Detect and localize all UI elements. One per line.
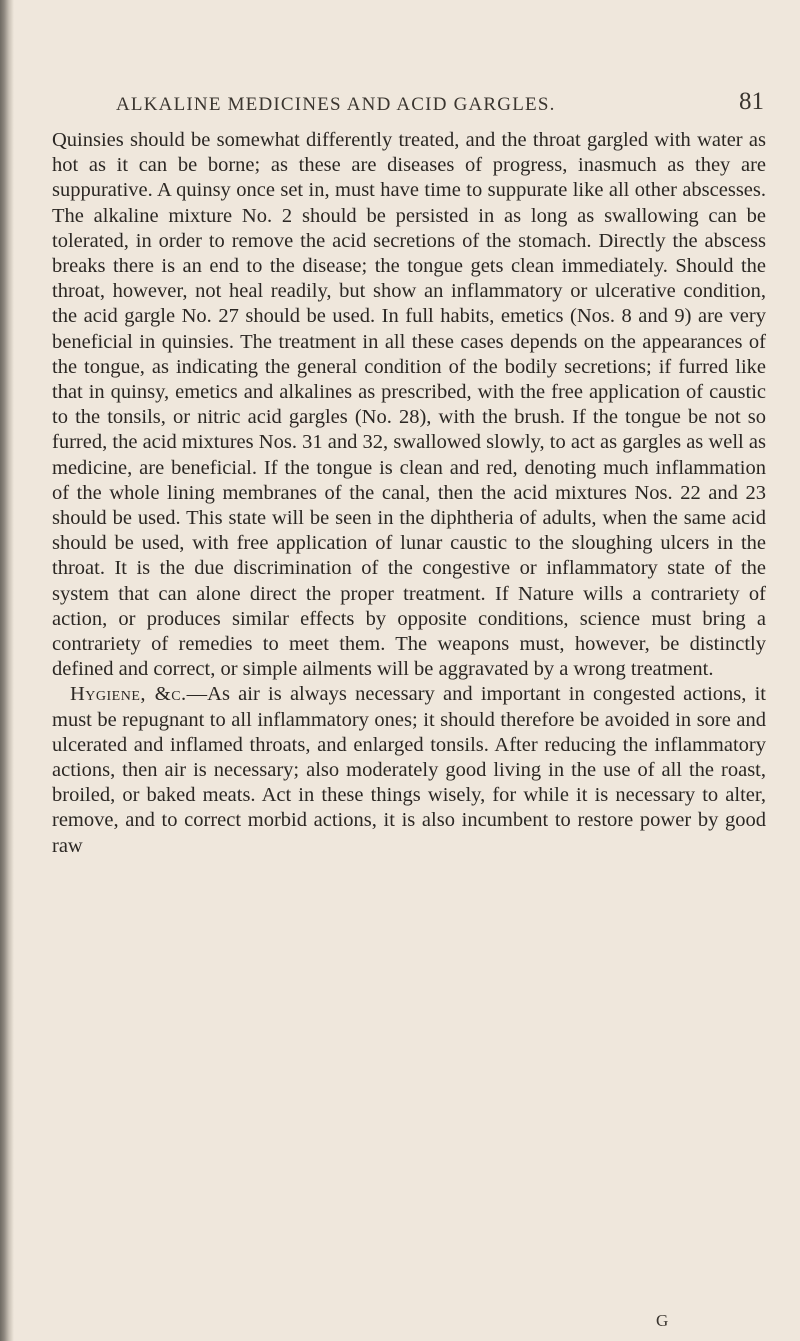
paragraph-text: —As air is always necessary and important in congested actions, it must be repugnant to all inflammatory ones; it should therefore be avoided in sore and ulcerated and inflamed throats, and enlarged tonsils. After reducing the inflammatory actions, then air is necessary; also moderately good living in the use of all the roast, broiled, or baked meats. Act in these things wisely, for while it is necessary to alter, remove, and to correct morbid actions, it is also incumbent to restore power by good raw — [52, 683, 766, 857]
page-number: 81 — [739, 88, 764, 115]
running-head — [52, 88, 766, 128]
binding-edge — [0, 0, 14, 1341]
body-text — [52, 128, 766, 859]
paragraph-lead: Hygiene, &c. — [70, 683, 187, 706]
book-page — [52, 88, 766, 859]
signature-mark: G — [656, 1311, 669, 1330]
paragraph-quinsies — [52, 128, 766, 682]
paragraph-text: Quinsies should be somewhat differently treated, and the throat gargled with water as hot as it can be borne; as these are diseases of progress, inasmuch as they are suppurative. A quinsy once set in, must have time to suppurate like all other abscesses. The alkaline mixture No. 2 should be persisted in as long as swallowing can be tolerated, in order to remove the acid secretions of the stomach. Directly the abscess breaks there is an end to the disease; the tongue gets clean immediately. Should the throat, however, not heal readily, but show an inflammatory or ulcerative condition, the acid gargle No. 27 should be used. In full habits, emetics (Nos. 8 and 9) are very beneficial in quinsies. The treatment in all these cases depends on the appearances of the tongue, as indicating the general condition of the bodily secretions; if furred like that in quinsy, emetics and alkalines as prescribed, with the free application of caustic to the tonsils, or nitric acid gargles (No. 28), with the brush. If the tongue be not so furred, the acid mixtures Nos. 31 and 32, swallowed slowly, to act as gargles as well as medicine, are beneficial. If the tongue is clean and red, denoting much inflammation of the whole lining membranes of the canal, then the acid mixtures Nos. 22 and 23 should be used. This state will be seen in the diphtheria of adults, when the same acid should be used, with free application of lunar caustic to the sloughing ulcers in the throat. It is the due discrimination of the congestive or inflammatory state of the system that can alone direct the proper treatment. If Nature wills a contrariety of action, or produces similar effects by opposite conditions, science must bring a contrariety of remedies to meet them. The weapons must, however, be distinctly defined and correct, or simple ailments will be aggravated by a wrong treatment. — [52, 129, 766, 681]
paragraph-hygiene — [52, 682, 766, 858]
running-head-title: ALKALINE MEDICINES AND ACID GARGLES. — [116, 94, 556, 115]
